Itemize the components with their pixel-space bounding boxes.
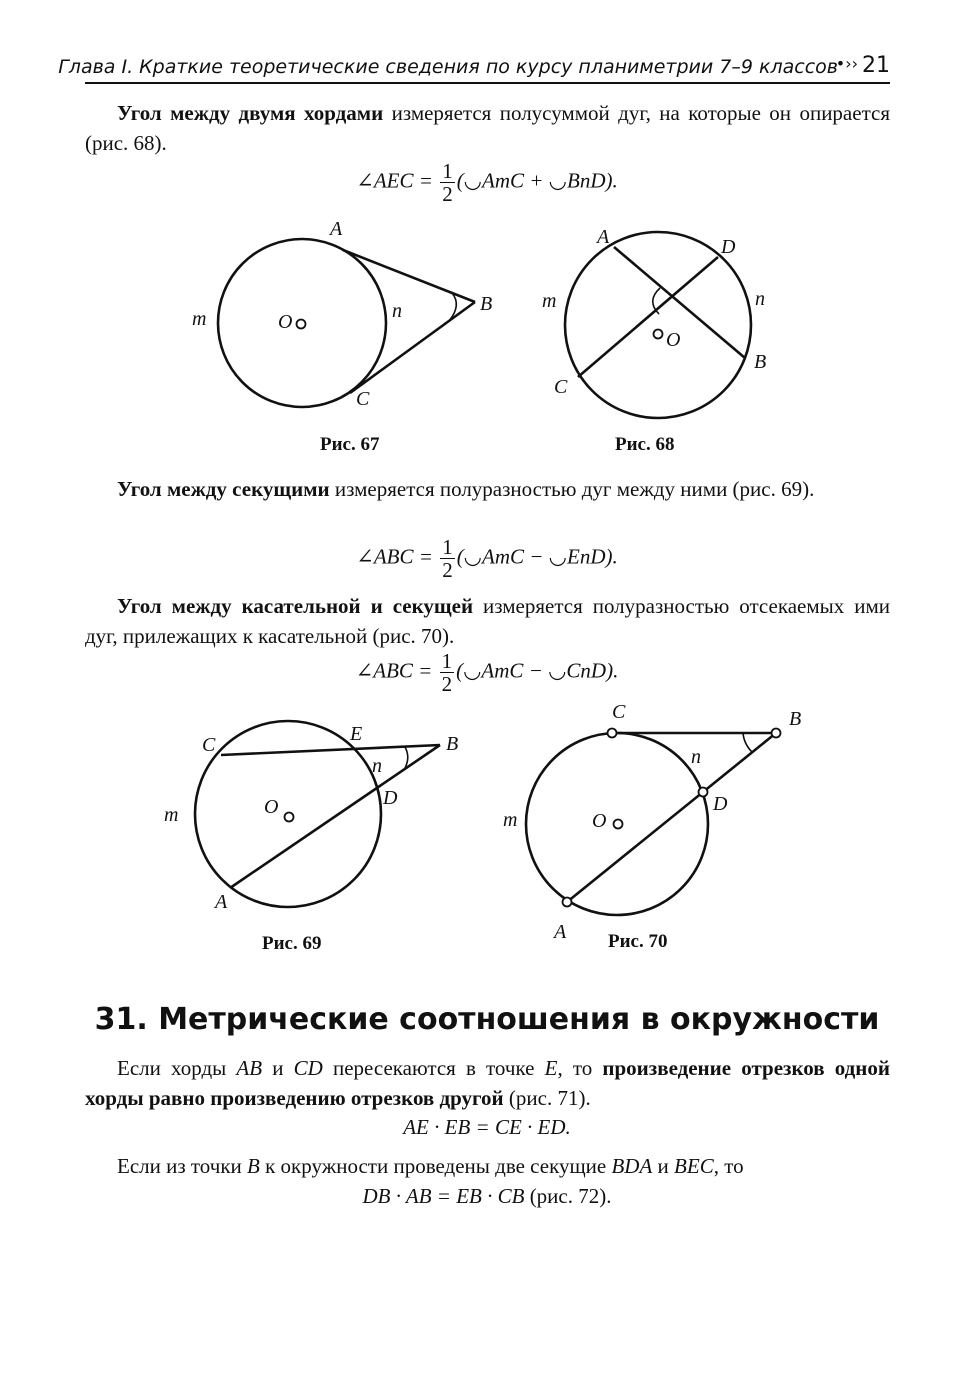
figure-69 [195, 721, 440, 907]
formula-left: ∠ABC = [355, 658, 438, 683]
formula-tail: (рис. 72). [524, 1184, 612, 1208]
center-point [654, 330, 663, 339]
tangent-line [350, 302, 475, 393]
label-n: n [755, 288, 765, 310]
label-b: B [754, 351, 767, 373]
fraction-denominator: 2 [441, 672, 453, 696]
label-n: n [392, 300, 402, 322]
formula-right: (◡AmC + ◡BnD). [456, 168, 618, 193]
section-title: 31. Метрические соотношения в окружности [94, 1002, 880, 1037]
label-n: n [691, 746, 701, 768]
formula-abc-tangent [0, 650, 974, 695]
paragraph-text: , то [713, 1154, 744, 1178]
label-o: O [264, 796, 279, 818]
var-b: B [247, 1154, 260, 1178]
header-marks: •›› [835, 54, 858, 73]
label-o: O [666, 329, 681, 351]
figure-70 [526, 729, 781, 916]
formula-abc-secants [0, 536, 974, 581]
label-b: B [446, 733, 459, 755]
paragraph-text: измеряется полуразностью отсекаемых ими дуг, прилежащих к касательной (рис. 70). [85, 594, 890, 648]
formula-text: DB · AB = EB · CB [362, 1184, 525, 1208]
figure-caption: Рис. 67 [320, 434, 380, 455]
paragraph-secant-angle [85, 474, 890, 504]
point-c [608, 729, 617, 738]
figures-69-70 [0, 700, 974, 970]
paragraph-secants-product [85, 1151, 890, 1181]
term-chord-angle: Угол между двумя хордами [117, 101, 384, 125]
paragraph-text: и [652, 1154, 675, 1178]
formula-aec [0, 160, 974, 205]
paragraph-text: измеряется полуразностью дуг между ними (рис. 69). [329, 477, 815, 501]
label-n: n [372, 755, 382, 777]
paragraph-text: к окружности проведены две секущие [259, 1154, 612, 1178]
angle-arc [653, 288, 660, 314]
formula-text: AE · EB = CE · ED. [403, 1115, 571, 1139]
tangent-line [343, 250, 475, 302]
fraction-half [440, 536, 455, 581]
page-header [58, 50, 890, 84]
fraction-half [440, 160, 455, 205]
center-point [297, 320, 306, 329]
paragraph-text: пересекаются в точке [322, 1056, 545, 1080]
label-a: A [215, 891, 228, 913]
label-c: C [554, 376, 568, 398]
label-m: m [192, 308, 207, 330]
label-b: B [789, 708, 802, 730]
figure-caption: Рис. 68 [615, 434, 675, 455]
paragraph-text: (рис. 71). [503, 1086, 591, 1110]
fraction-half [440, 650, 455, 695]
figure-68 [565, 232, 751, 418]
figure-67 [218, 239, 475, 407]
paragraph-text: и [262, 1056, 294, 1080]
label-a: A [554, 921, 567, 943]
fraction-numerator: 1 [441, 649, 453, 673]
paragraph-chords-product [85, 1053, 890, 1113]
point-d [699, 788, 708, 797]
paragraph-text: Если из точки [117, 1154, 248, 1178]
var-cd: CD [293, 1056, 323, 1080]
paragraph-chord-angle [85, 98, 890, 158]
formula-chords [0, 1115, 974, 1140]
term-chords-product: произведение отрезков одной хорды равно произведению отрезков другой [85, 1056, 890, 1110]
paragraph-text: Если хорды [117, 1056, 237, 1080]
formula-left: ∠ABC = [356, 544, 439, 569]
label-o: O [592, 810, 607, 832]
point-a [563, 898, 572, 907]
var-bec: BEC [674, 1154, 714, 1178]
circle [565, 232, 751, 418]
label-m: m [503, 809, 518, 831]
label-e: E [350, 723, 363, 745]
center-point [614, 820, 623, 829]
paragraph-text: измеряется полусуммой дуг, на которые он опирается (рис. 68). [85, 101, 890, 155]
formula-left: ∠AEC = [356, 168, 439, 193]
formula-secants [0, 1184, 974, 1209]
fraction-denominator: 2 [442, 182, 453, 206]
label-a: A [330, 218, 343, 240]
secant-ba [230, 745, 440, 888]
var-bda: BDA [611, 1154, 653, 1178]
formula-right: (◡AmC − ◡CnD). [456, 658, 619, 683]
label-c: C [202, 734, 216, 756]
label-m: m [164, 804, 179, 826]
figure-caption: Рис. 70 [608, 931, 668, 952]
term-tangent-secant-angle: Угол между касательной и секущей [117, 594, 474, 618]
figures-67-68 [0, 215, 974, 485]
term-secant-angle: Угол между секущими [117, 477, 330, 501]
label-o: O [278, 311, 293, 333]
var-e: E [544, 1056, 558, 1080]
running-title: Глава I. Краткие теоретические сведения по курсу планиметрии 7–9 классов [58, 56, 838, 78]
label-d: D [721, 236, 736, 258]
angle-arc [743, 733, 752, 752]
label-c: C [356, 388, 370, 410]
paragraph-text: , то [557, 1056, 603, 1080]
label-b: B [480, 293, 493, 315]
label-d: D [713, 793, 728, 815]
point-b [772, 729, 781, 738]
label-m: m [542, 290, 557, 312]
var-ab: AB [236, 1056, 263, 1080]
label-d: D [383, 787, 398, 809]
label-c: C [612, 701, 626, 723]
fraction-numerator: 1 [442, 535, 453, 559]
page-number: 21 [862, 53, 890, 78]
figure-caption: Рис. 69 [262, 933, 322, 954]
center-point [285, 813, 294, 822]
formula-right: (◡AmC − ◡EnD). [456, 544, 618, 569]
paragraph-tangent-secant-angle [85, 591, 890, 651]
fraction-denominator: 2 [442, 558, 453, 582]
fraction-numerator: 1 [442, 159, 453, 183]
label-a: A [597, 226, 610, 248]
